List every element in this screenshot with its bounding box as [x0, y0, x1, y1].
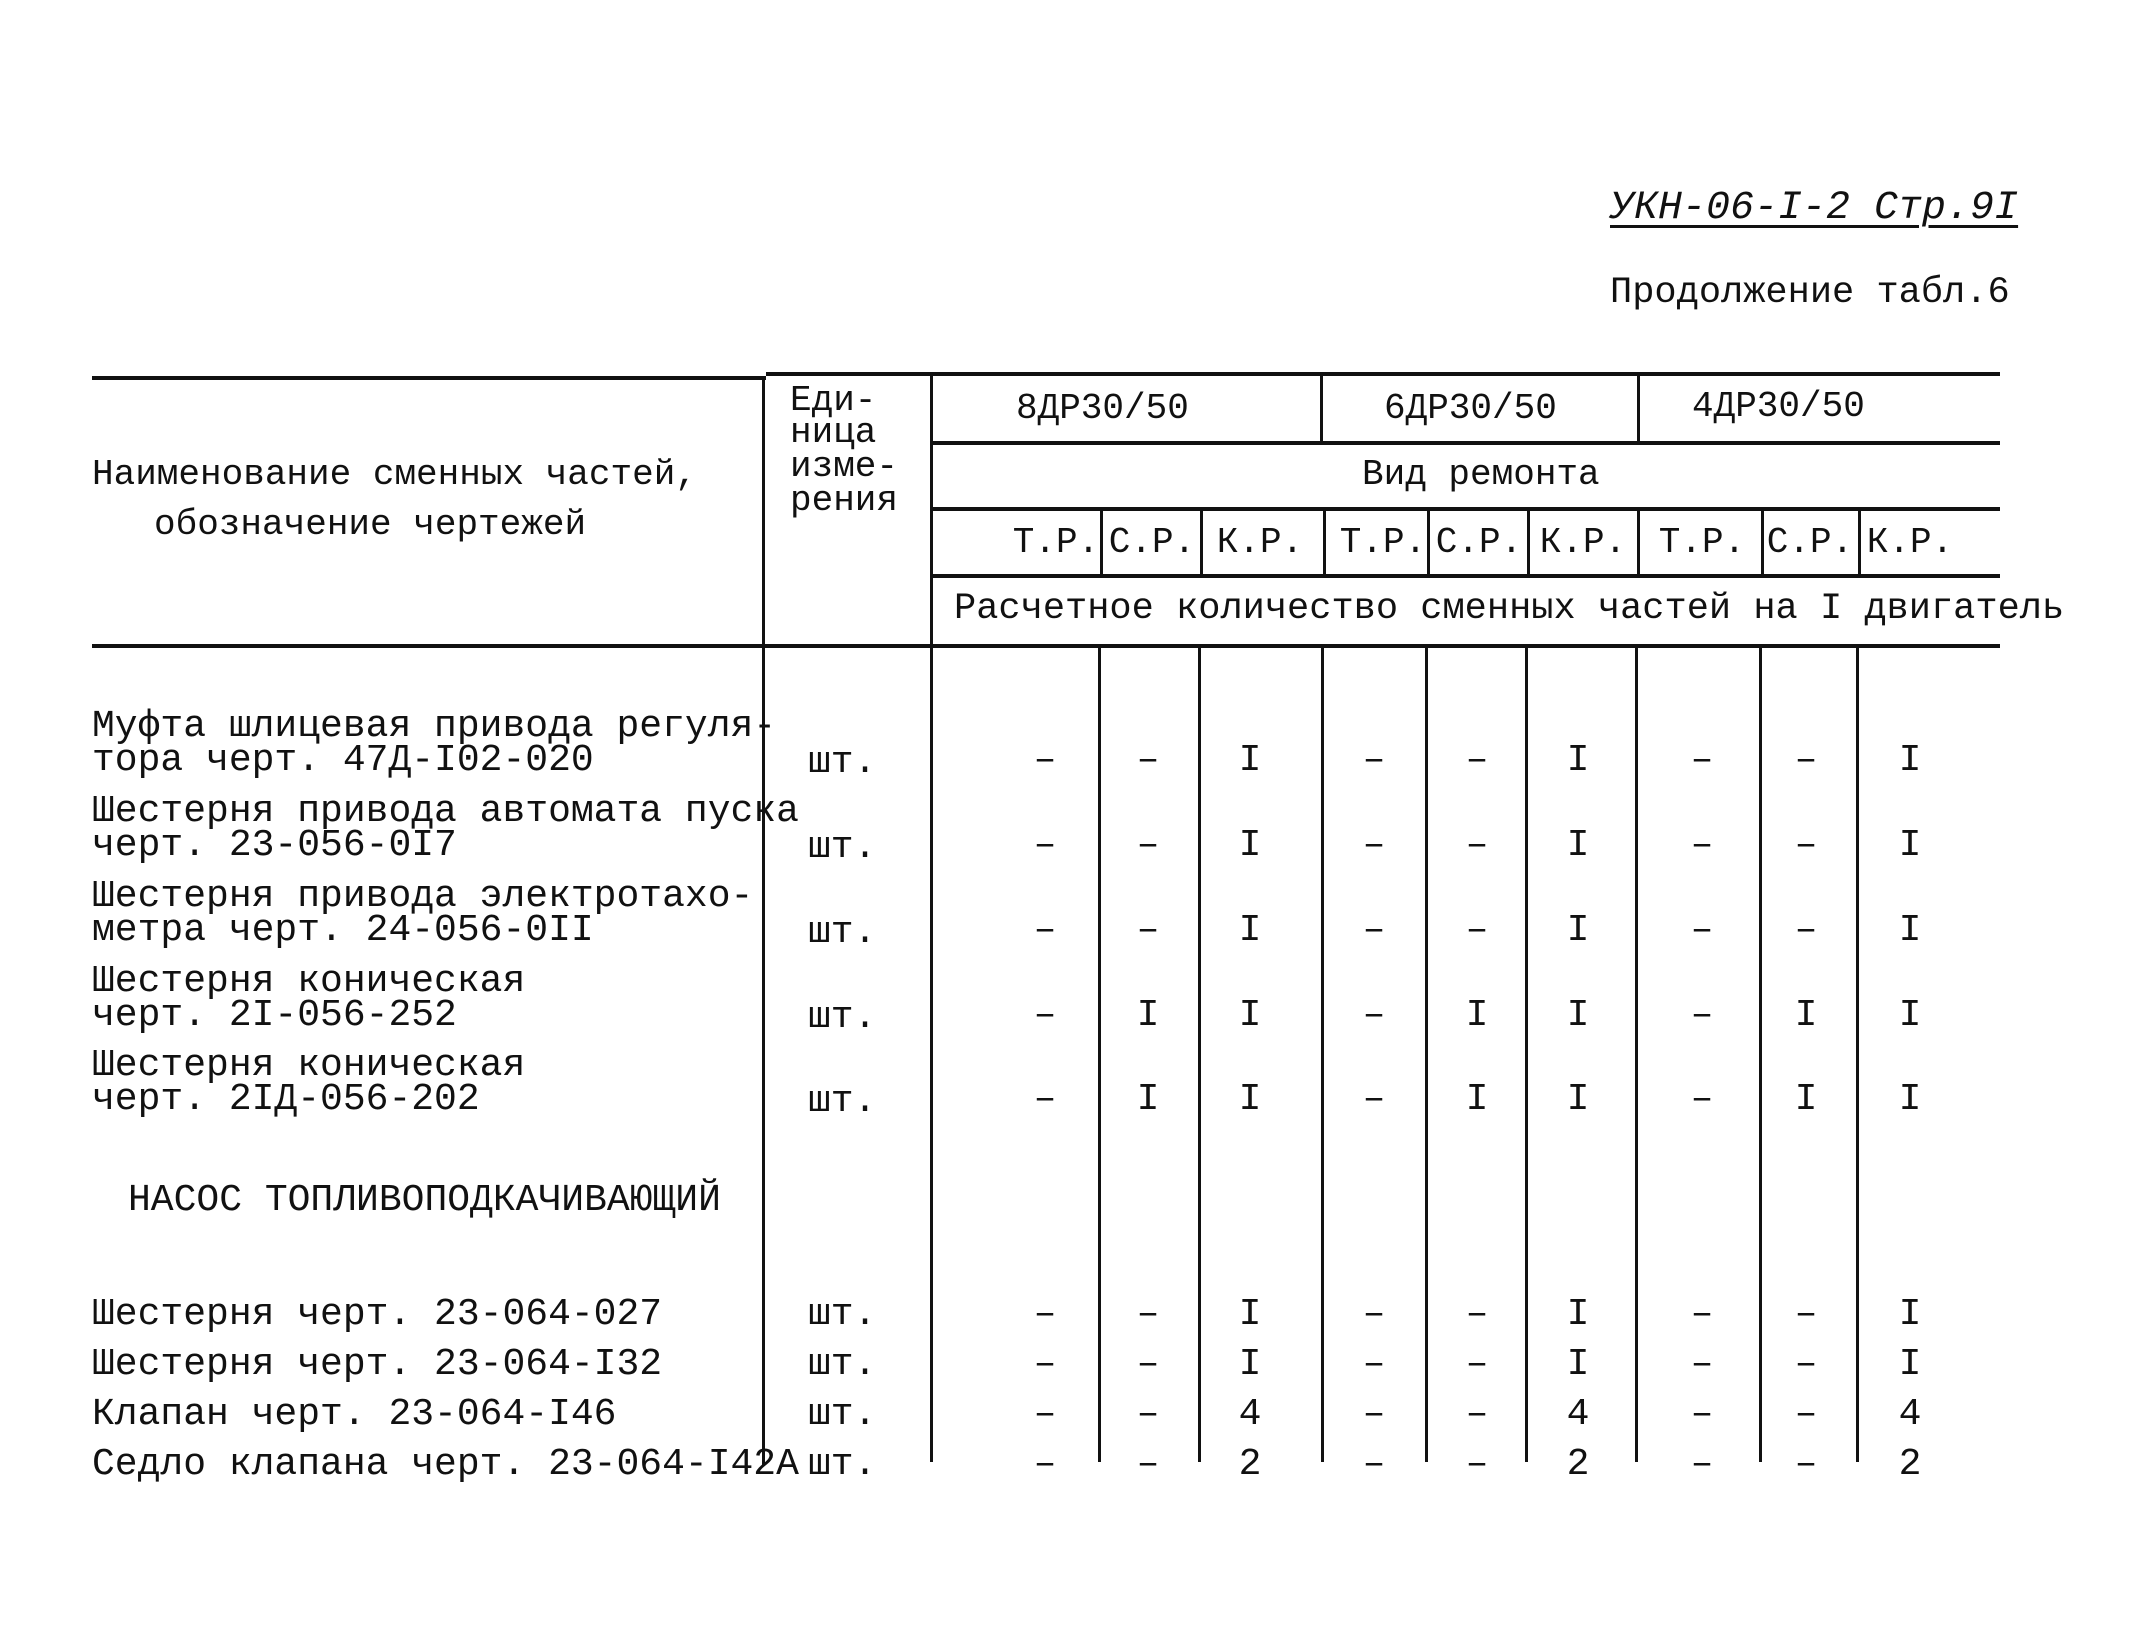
repair-divider-6 [1637, 509, 1640, 575]
row-1-name-line2: тора черт. 47Д-I02-020 [92, 739, 594, 782]
row-4-unit: шт. [808, 996, 877, 1039]
engine-header-8dr: 8ДР30/50 [1016, 388, 1189, 429]
row-7-value-7: – [1690, 1343, 1714, 1386]
col-unit-header-3: изме- [790, 446, 899, 487]
row-7-value-9: I [1898, 1343, 1922, 1386]
row-1-value-3: I [1238, 739, 1262, 782]
document-code: УКН-06-I-2 Стр.9I [1610, 186, 2019, 231]
row-5-name-line1: Шестерня коническая [92, 1044, 526, 1087]
row-2-value-5: – [1465, 824, 1489, 867]
row-8-name-line1: Клапан черт. 23-064-I46 [92, 1393, 617, 1436]
body-divider-1 [1098, 646, 1101, 1462]
row-9-name-line1: Седло клапана черт. 23-064-I42А [92, 1443, 799, 1486]
row-3-value-4: – [1362, 909, 1386, 952]
row-8-unit: шт. [808, 1393, 877, 1436]
row-3-value-3: I [1238, 909, 1262, 952]
row-5-name-line2: черт. 2IД-056-202 [92, 1078, 480, 1121]
row-3-name-line1: Шестерня привода электротахо- [92, 875, 754, 918]
row-3-value-2: – [1136, 909, 1160, 952]
body-divider-7 [1759, 646, 1762, 1462]
row-6-value-1: – [1033, 1293, 1057, 1336]
section-title: НАСОС ТОПЛИВОПОДКАЧИВАЮЩИЙ [128, 1179, 721, 1222]
row-1-unit: шт. [808, 741, 877, 784]
row-3-value-6: I [1566, 909, 1590, 952]
row-5-value-7: – [1690, 1078, 1714, 1121]
table-top-rule-right [766, 372, 2000, 376]
body-divider-3 [1321, 646, 1324, 1462]
row-6-value-9: I [1898, 1293, 1922, 1336]
row-4-value-2: I [1136, 994, 1160, 1037]
row-6-value-6: I [1566, 1293, 1590, 1336]
row-5-value-9: I [1898, 1078, 1922, 1121]
row-5-value-3: I [1238, 1078, 1262, 1121]
row-6-value-8: – [1794, 1293, 1818, 1336]
row-5-value-8: I [1794, 1078, 1818, 1121]
repair-type-kr-3: К.Р. [1866, 522, 1954, 563]
row-2-value-8: – [1794, 824, 1818, 867]
row-3-value-8: – [1794, 909, 1818, 952]
row-1-value-7: – [1690, 739, 1714, 782]
row-3-unit: шт. [808, 911, 877, 954]
row-4-name-line1: Шестерня коническая [92, 960, 526, 1003]
table-top-rule [92, 376, 766, 380]
row-2-value-4: – [1362, 824, 1386, 867]
body-divider-8 [1856, 646, 1859, 1462]
engine-header-6dr: 6ДР30/50 [1384, 388, 1557, 429]
col-unit-header-4: рения [790, 480, 899, 521]
row-3-value-9: I [1898, 909, 1922, 952]
row-5-value-2: I [1136, 1078, 1160, 1121]
row-2-value-9: I [1898, 824, 1922, 867]
name-col-divider [762, 378, 765, 1466]
engine-divider-1 [1320, 372, 1323, 442]
engine-row-rule [932, 441, 2000, 445]
row-1-value-8: – [1794, 739, 1818, 782]
repair-type-label: Вид ремонта [1362, 454, 1600, 495]
repair-type-tr-3: Т.Р. [1658, 522, 1746, 563]
engine-divider-2 [1637, 372, 1640, 442]
row-2-name-line2: черт. 23-056-0I7 [92, 824, 457, 867]
row-1-name-line1: Муфта шлицевая привода регуля- [92, 705, 777, 748]
row-5-unit: шт. [808, 1080, 877, 1123]
body-divider-5 [1525, 646, 1528, 1462]
row-9-value-9: 2 [1898, 1443, 1922, 1486]
header-bottom-rule [92, 644, 2000, 648]
row-3-value-1: – [1033, 909, 1057, 952]
row-7-unit: шт. [808, 1343, 877, 1386]
unit-col-divider [930, 374, 933, 1462]
row-7-value-5: – [1465, 1343, 1489, 1386]
row-6-value-2: – [1136, 1293, 1160, 1336]
row-6-unit: шт. [808, 1293, 877, 1336]
row-7-name-line1: Шестерня черт. 23-064-I32 [92, 1343, 663, 1386]
row-2-value-7: – [1690, 824, 1714, 867]
repair-type-kr-2: К.Р. [1539, 522, 1627, 563]
col-name-header-line2: обозначение чертежей [154, 504, 587, 545]
row-9-unit: шт. [808, 1443, 877, 1486]
row-4-value-1: – [1033, 994, 1057, 1037]
row-8-value-2: – [1136, 1393, 1160, 1436]
row-7-value-3: I [1238, 1343, 1262, 1386]
row-8-value-5: – [1465, 1393, 1489, 1436]
row-4-name-line2: черт. 2I-056-252 [92, 994, 457, 1037]
row-8-value-1: – [1033, 1393, 1057, 1436]
row-9-value-4: – [1362, 1443, 1386, 1486]
body-divider-2 [1198, 646, 1201, 1462]
row-2-unit: шт. [808, 826, 877, 869]
row-6-name-line1: Шестерня черт. 23-064-027 [92, 1293, 663, 1336]
row-3-value-7: – [1690, 909, 1714, 952]
row-9-value-6: 2 [1566, 1443, 1590, 1486]
row-4-value-8: I [1794, 994, 1818, 1037]
row-5-value-6: I [1566, 1078, 1590, 1121]
row-1-value-2: – [1136, 739, 1160, 782]
row-8-value-7: – [1690, 1393, 1714, 1436]
row-2-value-1: – [1033, 824, 1057, 867]
col-unit-header-2: ница [790, 412, 877, 453]
row-7-value-2: – [1136, 1343, 1160, 1386]
row-1-value-4: – [1362, 739, 1386, 782]
row-1-value-6: I [1566, 739, 1590, 782]
row-5-value-4: – [1362, 1078, 1386, 1121]
col-unit-header-1: Еди- [790, 380, 877, 421]
row-6-value-3: I [1238, 1293, 1262, 1336]
row-4-value-9: I [1898, 994, 1922, 1037]
repair-type-tr-1: Т.Р. [1012, 522, 1100, 563]
col-name-header-line1: Наименование сменных частей, [92, 454, 697, 495]
row-1-value-9: I [1898, 739, 1922, 782]
row-8-value-6: 4 [1566, 1393, 1590, 1436]
repair-types-rule [932, 574, 2000, 578]
body-divider-6 [1635, 646, 1638, 1462]
row-7-value-8: – [1794, 1343, 1818, 1386]
row-1-value-1: – [1033, 739, 1057, 782]
row-6-value-7: – [1690, 1293, 1714, 1336]
row-3-value-5: – [1465, 909, 1489, 952]
row-1-value-5: – [1465, 739, 1489, 782]
row-9-value-3: 2 [1238, 1443, 1262, 1486]
row-7-value-6: I [1566, 1343, 1590, 1386]
row-9-value-2: – [1136, 1443, 1160, 1486]
repair-type-sr-2: С.Р. [1435, 522, 1523, 563]
row-7-value-4: – [1362, 1343, 1386, 1386]
row-5-value-5: I [1465, 1078, 1489, 1121]
body-divider-4 [1425, 646, 1428, 1462]
row-6-value-5: – [1465, 1293, 1489, 1336]
engine-header-4dr: 4ДР30/50 [1692, 386, 1865, 427]
row-9-value-8: – [1794, 1443, 1818, 1486]
row-4-value-3: I [1238, 994, 1262, 1037]
repair-type-tr-2: Т.Р. [1339, 522, 1427, 563]
quantity-label: Расчетное количество сменных частей на I двигатель [954, 588, 2065, 630]
row-9-value-7: – [1690, 1443, 1714, 1486]
repair-type-sr-1: С.Р. [1108, 522, 1196, 563]
row-2-value-6: I [1566, 824, 1590, 867]
row-8-value-3: 4 [1238, 1393, 1262, 1436]
repair-label-rule [932, 507, 2000, 511]
repair-type-sr-3: С.Р. [1766, 522, 1854, 563]
row-6-value-4: – [1362, 1293, 1386, 1336]
repair-divider-3 [1323, 509, 1326, 575]
row-2-value-3: I [1238, 824, 1262, 867]
row-9-value-5: – [1465, 1443, 1489, 1486]
row-5-value-1: – [1033, 1078, 1057, 1121]
row-4-value-5: I [1465, 994, 1489, 1037]
row-7-value-1: – [1033, 1343, 1057, 1386]
row-4-value-7: – [1690, 994, 1714, 1037]
row-4-value-6: I [1566, 994, 1590, 1037]
row-8-value-4: – [1362, 1393, 1386, 1436]
row-8-value-9: 4 [1898, 1393, 1922, 1436]
table-continuation-label: Продолжение табл.6 [1610, 272, 2010, 314]
row-2-name-line1: Шестерня привода автомата пуска [92, 790, 799, 833]
row-4-value-4: – [1362, 994, 1386, 1037]
row-8-value-8: – [1794, 1393, 1818, 1436]
row-3-name-line2: метра черт. 24-056-0II [92, 909, 594, 952]
row-9-value-1: – [1033, 1443, 1057, 1486]
row-2-value-2: – [1136, 824, 1160, 867]
repair-type-kr-1: К.Р. [1216, 522, 1304, 563]
